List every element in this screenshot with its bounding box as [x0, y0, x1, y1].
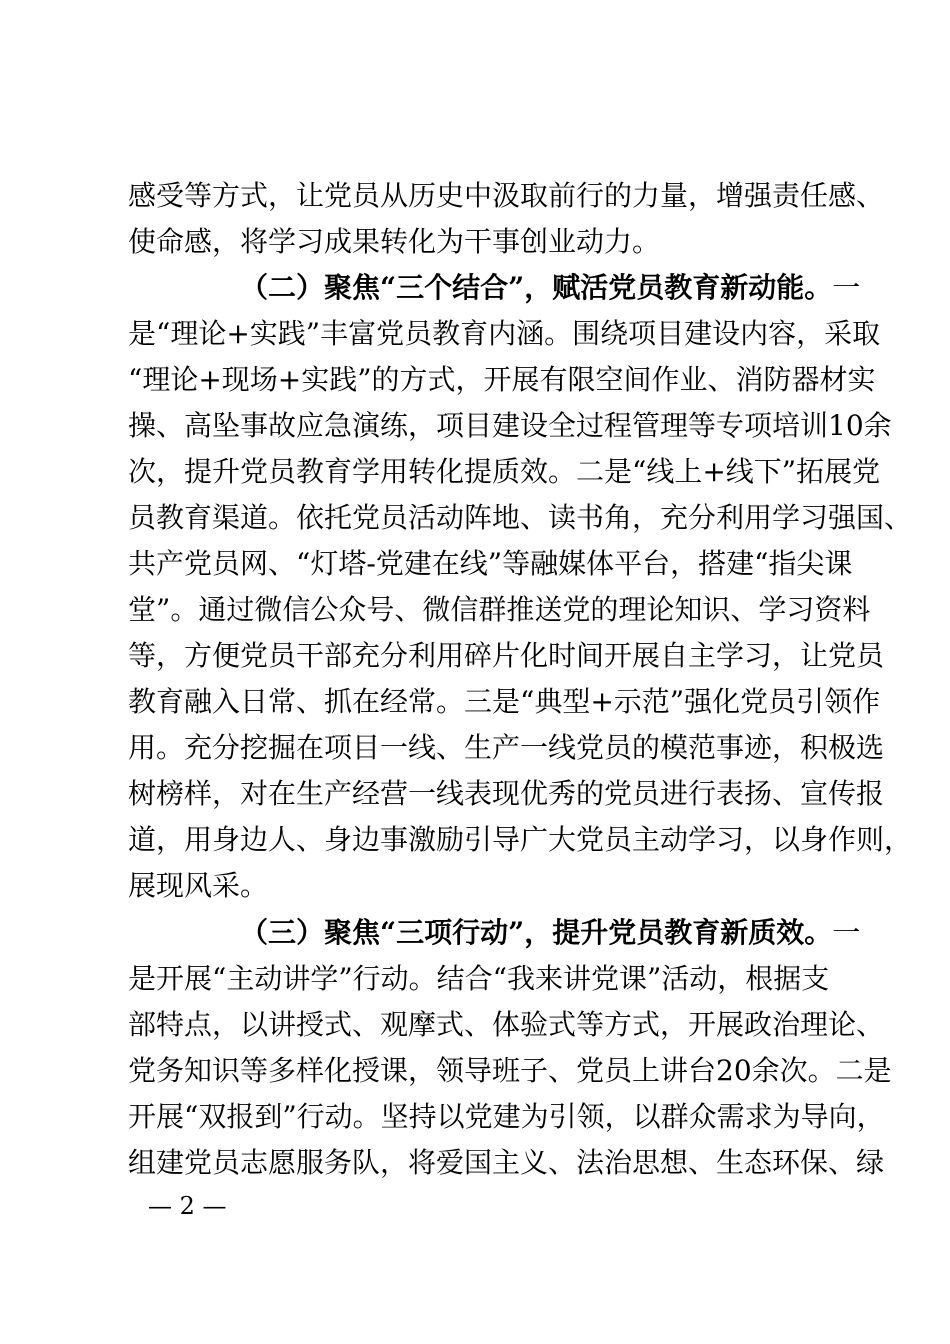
paragraph-text: 一 — [832, 916, 861, 949]
paragraph-line: 使命感，将学习成果转化为干事创业动力。 — [128, 225, 661, 258]
section-heading-line — [240, 268, 861, 308]
paragraph-line: 党务知识等多样化授课，领导班子、党员上讲台20余次。二是 — [128, 1054, 892, 1087]
paragraph-line: 操、高坠事故应急演练，项目建设全过程管理等专项培训10余 — [128, 409, 892, 442]
paragraph-line: 用。充分挖掘在项目一线、生产一线党员的模范事迹，积极选 — [128, 731, 885, 764]
paragraph-line: 部特点，以讲授式、观摩式、体验式等方式，开展政治理论、 — [128, 1008, 885, 1041]
section-heading-two: （二）聚焦“三个结合”，赋活党员教育新动能。 — [240, 271, 833, 304]
page-number: — 2 — — [148, 1192, 227, 1220]
paragraph-line: 感受等方式，让党员从历史中汲取前行的力量，增强责任感、 — [128, 179, 885, 212]
paragraph-line: 开展“双报到”行动。坚持以党建为引领，以群众需求为导向， — [128, 1100, 885, 1133]
section-heading-three: （三）聚焦“三项行动”，提升党员教育新质效。 — [240, 916, 833, 949]
paragraph-line: 道，用身边人、身边事激励引导广大党员主动学习，以身作则， — [128, 823, 913, 856]
section-heading-line — [240, 913, 861, 953]
paragraph-line: “理论+现场+实践”的方式，开展有限空间作业、消防器材实 — [128, 363, 876, 396]
paragraph-line: 次，提升党员教育学用转化提质效。二是“线上+线下”拓展党 — [128, 455, 881, 488]
paragraph-text: 一 — [832, 271, 861, 304]
paragraph-line: 是开展“主动讲学”行动。结合“我来讲党课”活动，根据支 — [128, 962, 830, 995]
paragraph-line: 员教育渠道。依托党员活动阵地、读书角，充分利用学习强国、 — [128, 501, 913, 534]
paragraph-line: 教育融入日常、抓在经常。三是“典型+示范”强化党员引领作 — [128, 685, 881, 718]
paragraph-line: 是“理论+实践”丰富党员教育内涵。围绕项目建设内容，采取 — [128, 317, 881, 350]
paragraph-line: 展现风采。 — [128, 869, 269, 902]
paragraph-line: 树榜样，对在生产经营一线表现优秀的党员进行表扬、宣传报 — [128, 777, 885, 810]
paragraph-line: 等，方便党员干部充分利用碎片化时间开展自主学习，让党员 — [128, 639, 885, 672]
paragraph-line: 组建党员志愿服务队，将爱国主义、法治思想、生态环保、绿 — [128, 1146, 885, 1179]
paragraph-line: 共产党员网、“灯塔-党建在线”等融媒体平台，搭建“指尖课 — [128, 547, 853, 580]
paragraph-line: 堂”。通过微信公众号、微信群推送党的理论知识、学习资料 — [128, 593, 871, 626]
